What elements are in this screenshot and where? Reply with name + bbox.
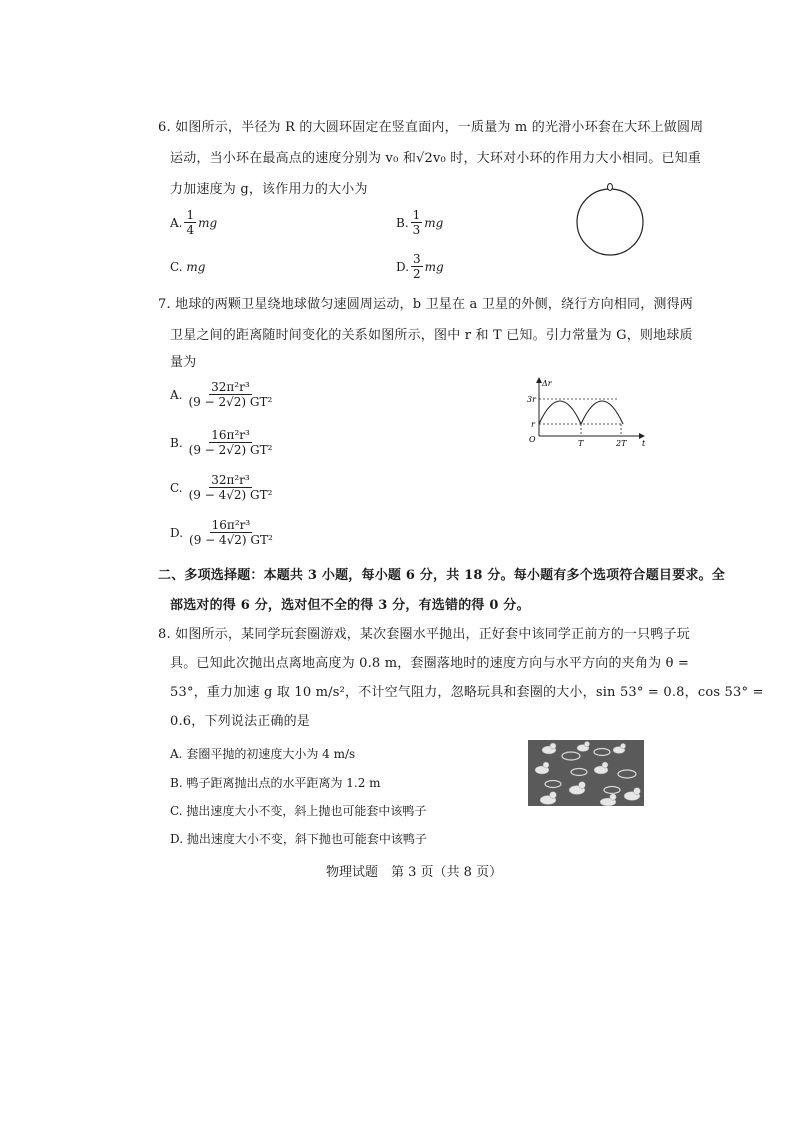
q8-option-d: D. 抛出速度大小不变，斜下抛也可能套中该鸭子	[170, 831, 427, 846]
q7-stem-line3: 量为	[170, 355, 197, 370]
q8-option-a: A. 套圈平抛的初速度大小为 4 m/s	[170, 746, 356, 761]
section2-heading-line1: 二、多项选择题：本题共 3 小题，每小题 6 分，共 18 分。每小题有多个选项符合题目要求。全	[158, 568, 725, 583]
q8-stem-line4: 0.6，下列说法正确的是	[170, 714, 311, 729]
q8-stem-line2: 具。已知此次抛出点离地高度为 0.8 m，套圈落地时的速度方向与水平方向的夹角为 θ =	[170, 656, 690, 671]
q8-option-c: C. 抛出速度大小不变，斜上抛也可能套中该鸭子	[170, 803, 427, 818]
q8-stem-line3: 53°，重力加速 g 取 10 m/s²，不计空气阻力，忽略玩具和套圈的大小，sin 53° = 0.8，cos 53° =	[170, 685, 764, 700]
q7-stem-line2: 卫星之间的距离随时间变化的关系如图所示，图中 r 和 T 已知。引力常量为 G，则地球质	[170, 328, 693, 343]
q6-stem-line3: 力加速度为 g，该作用力的大小为	[170, 182, 368, 197]
tick-3r: 3r	[527, 395, 536, 404]
q7-stem-line1: 7. 地球的两颗卫星绕地球做匀速圆周运动，b 卫星在 a 卫星的外侧，绕行方向相同，测得两	[158, 297, 694, 312]
q6-option-d: D. $\frac{3}{2}$ mg	[396, 252, 444, 281]
q7-option-c: C. $\frac{\text{32π²r³}}{\text{(9 − 4√2) GT²}}$	[170, 473, 273, 502]
origin-label: O	[529, 435, 536, 444]
q6-stem-line1: 6. 如图所示，半径为 R 的大圆环固定在竖直面内，一质量为 m 的光滑小环套在大环上做圆周	[158, 120, 704, 135]
q7-option-b: B. $\frac{\text{16π²r³}}{\text{(9 − 2√2) GT²}}$	[170, 428, 273, 457]
small-ring	[608, 184, 613, 191]
q6-stem-line2: 运动，当小环在最高点的速度分别为 v₀ 和√2v₀ 时，大环对小环的作用力大小相同。已知重	[170, 151, 702, 166]
q8-stem-line1: 8. 如图所示，某同学玩套圈游戏，某次套圈水平抛出，正好套中该同学正前方的一只鸭子玩	[158, 627, 690, 642]
curve-second-period	[581, 401, 623, 424]
q6-option-c: C. mg	[170, 260, 206, 274]
tick-r: r	[531, 420, 535, 429]
q7-option-a: A. $\frac{\text{32π²r³}}{\text{(9 − 2√2) GT²}}$	[170, 380, 273, 409]
q6-option-a: A. $\frac{1}{4}$ mg	[170, 208, 218, 237]
page-footer: 物理试题 第 3 页（共 8 页）	[326, 865, 503, 880]
section2-heading-line2: 部选对的得 6 分，选对但不全的得 3 分，有选错的得 0 分。	[170, 598, 530, 613]
duck-ring-photo	[528, 740, 644, 806]
q7-option-d: D. $\frac{\text{16π²r³}}{\text{(9 − 4√2) GT²}}$	[170, 518, 273, 547]
q6-option-b: B. $\frac{1}{3}$ mg	[396, 208, 444, 237]
y-axis-label: Δr	[542, 379, 552, 388]
q6-ring-figure	[572, 178, 648, 258]
curve-first-period	[539, 401, 581, 424]
tick-2T: 2T	[616, 439, 627, 448]
q7-distance-graph	[525, 376, 650, 448]
tick-T: T	[578, 439, 584, 448]
large-ring	[577, 189, 643, 255]
x-axis-label: t	[642, 439, 646, 448]
q8-option-b: B. 鸭子距离抛出点的水平距离为 1.2 m	[170, 775, 381, 790]
